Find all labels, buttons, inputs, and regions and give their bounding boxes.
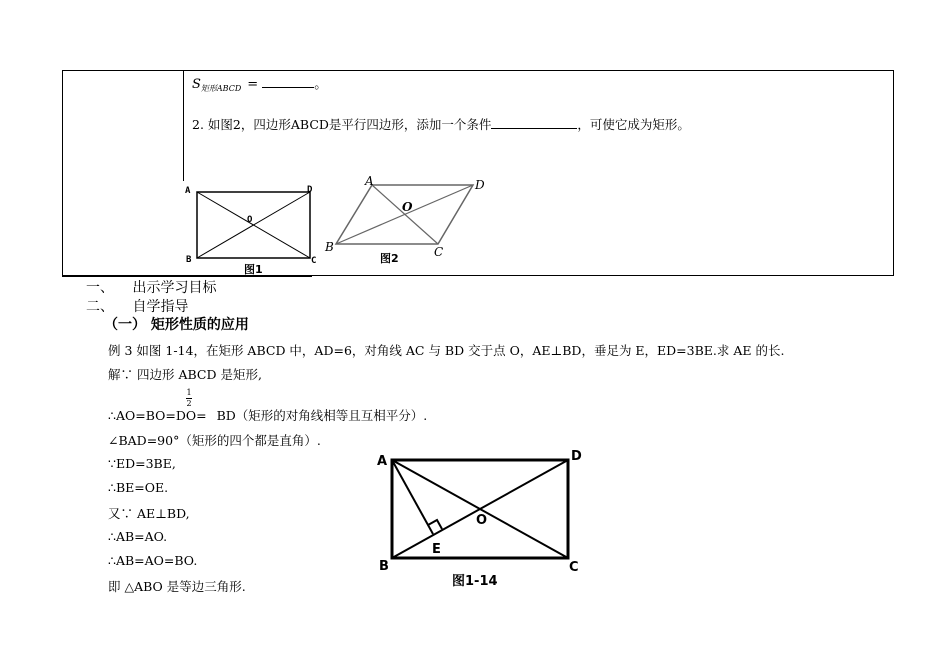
fraction-numerator: 1	[186, 388, 192, 397]
figure-1-14	[370, 444, 590, 594]
solution-line-6: 又∵ AE⊥BD,	[108, 506, 190, 521]
fig2-label-b: B	[325, 240, 334, 254]
solution-line-9: 即 △ABO 是等边三角形.	[108, 579, 246, 594]
fig1-label-a: A	[185, 186, 191, 196]
fig114-label-d: D	[571, 449, 582, 464]
solution-line-3: ∠BAD=90°（矩形的四个都是直角）.	[108, 433, 321, 448]
solution-line-2-pre: ∴AO=BO=DO=	[108, 408, 207, 423]
fig2-label-d: D	[475, 178, 485, 192]
solution-line-2	[108, 406, 427, 424]
figure-2	[318, 172, 498, 268]
fig114-label-b: B	[379, 559, 389, 574]
solution-line-1: 解∵ 四边形 ABCD 是矩形,	[108, 367, 262, 382]
solution-line-8: ∴AB=AO=BO.	[108, 553, 198, 568]
figure-1	[180, 180, 330, 280]
section-1	[86, 277, 216, 297]
fig114-label-c: C	[569, 560, 579, 575]
area-symbol: S	[192, 77, 201, 92]
question-2	[192, 115, 690, 133]
example-3: 例 3 如图 1-14，在矩形 ABCD 中，AD=6，对角线 AC 与 BD 交于点 O，AE⊥BD，垂足为 E，ED=3BE.求 AE 的长.	[108, 343, 785, 358]
fig1-caption: 图1	[244, 263, 263, 276]
question-2-blank[interactable]	[491, 118, 577, 129]
fig1-label-o: O	[247, 215, 253, 225]
section-2-title: 自学指导	[132, 299, 189, 315]
fig1-label-d: D	[307, 185, 313, 195]
area-period: 。	[314, 77, 328, 92]
fig2-diagonal-bd	[336, 185, 473, 244]
fig2-label-o: O	[402, 200, 413, 214]
section-1-title: 出示学习目标	[132, 280, 217, 296]
fig2-label-c: C	[434, 245, 444, 259]
fig1-label-b: B	[186, 255, 192, 265]
fraction-denominator: 2	[186, 399, 192, 408]
question-2-number: 2.	[192, 117, 204, 132]
subheading: （一） 矩形性质的应用	[104, 317, 249, 333]
fig114-label-o: O	[476, 513, 488, 528]
fig114-label-e: E	[432, 542, 441, 557]
section-2-number: 二、	[86, 299, 114, 315]
section-1-number: 一、	[86, 280, 114, 296]
solution-line-4: ∵ED=3BE,	[108, 456, 176, 471]
fig114-label-a: A	[377, 454, 388, 469]
fig2-caption: 图2	[380, 252, 399, 265]
section-2	[86, 296, 188, 316]
question-2-text: 如图2，四边形ABCD是平行四边形，添加一个条件	[207, 117, 492, 132]
area-subscript: 矩形ABCD	[200, 84, 242, 93]
solution-line-5: ∴BE=OE.	[108, 480, 169, 495]
fig1-label-c: C	[311, 256, 317, 266]
fig114-caption: 图1-14	[452, 574, 498, 589]
fig2-label-a: A	[365, 174, 374, 188]
question-2-tail: ，可使它成为矩形。	[577, 117, 690, 132]
table-column-divider	[183, 71, 184, 181]
solution-line-7: ∴AB=AO.	[108, 529, 168, 544]
area-answer-blank[interactable]	[262, 77, 314, 88]
area-equals: =	[247, 77, 259, 92]
solution-line-2-post: BD（矩形的对角线相等且互相平分）.	[216, 408, 428, 423]
area-formula	[192, 73, 327, 94]
